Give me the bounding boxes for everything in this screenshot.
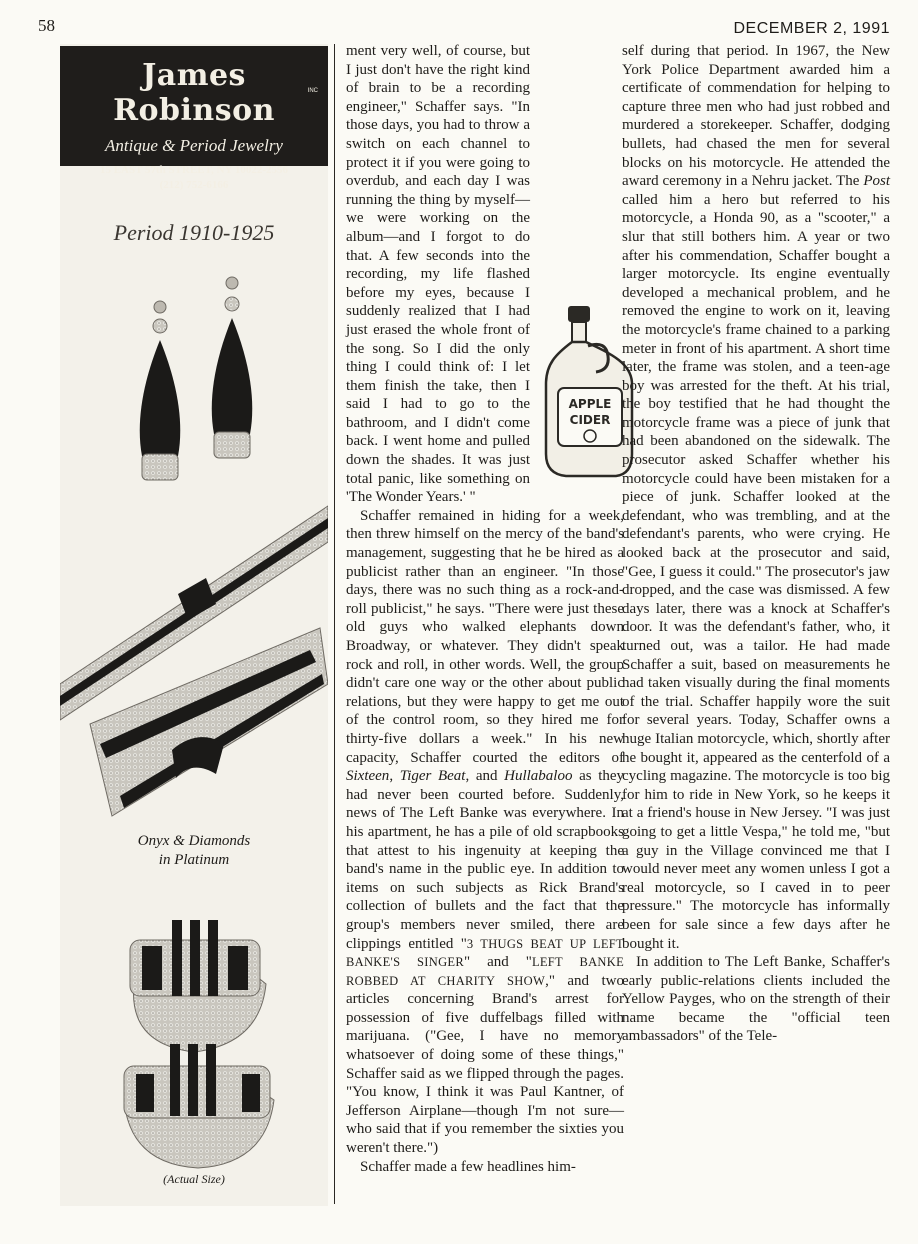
jug-label-line1: APPLE <box>568 397 612 411</box>
ad-address: 15 EAST 57th STREET, NY 10022-2556 <box>99 164 289 176</box>
column-divider <box>334 44 335 1204</box>
ad-description <box>60 832 328 870</box>
jug-label-line2: CIDER <box>569 413 611 427</box>
separator-1: , <box>389 768 400 785</box>
ad-period: Period 1910-1925 <box>113 220 275 245</box>
column-2-text-a: self during that period. In 1967, the New York Police Department awarded him a certificate of commendation for helping to capture three men who had just robbed and murdered a storekeeper. Schaffer, dodging bullets, had chased the men for several blocks on his motorcycle. He attended the award ceremony in a Nehru jacket. The <box>622 43 890 190</box>
ad-brand-name: James Robinson <box>113 58 275 128</box>
issue-date: DECEMBER 2, 1991 <box>733 20 890 37</box>
earring-left <box>140 301 181 480</box>
ad-size-note: (Actual Size) <box>163 1172 225 1186</box>
clipping-headline-1: 3 THUGS BEAT UP LEFT BANKE'S SINGER <box>346 936 624 970</box>
ad-tagline: Antique & Period Jewelry <box>105 136 283 155</box>
ad-description-line1: Onyx & Diamonds <box>137 833 251 849</box>
column-2-paragraph-2: In addition to The Left Banke, Schaffer's early public-relations clients included the Yellow Payges, who on the strength of their name became the "official teen ambassadors" of the Tele- <box>622 954 890 1045</box>
clip-brooch-lower <box>124 1044 274 1168</box>
column-1-paragraph-2 <box>346 507 624 1158</box>
magazine-tiger-beat: Tiger Beat <box>399 768 466 785</box>
paragraph-2-text: Schaffer remained in hiding for a week, then threw himself on the mercy of the band's management, suggesting that he be hired as a publicist rather than an engineer. "In those days, there was no such thing as a rock-and-roll publicist," he says. "There were just these old guys who walked elephants down Broadway, or whatever. They didn't speak rock and roll, in other words. Well, the group didn't care one way or the other about public relations, but they were happy to get me out of the control room, so they hired me for thirty-five dollars a week." In his new capacity, Schaffer courted the editors of <box>346 507 624 766</box>
ad-phone: (212) 752-6166 <box>159 179 229 191</box>
cider-jug-illustration <box>536 304 636 484</box>
ad-description-line2: in Platinum <box>158 852 230 868</box>
column-2-text-b: called him a hero but referred to his motorcycle, a Honda 90, as a "scooter," a slur that still bothers him. A year or two after his commendation, Schaffer bought a larger motorcycle. Its engine eventually developed a mechanical problem, and he removed the engine to work on it, leaving the motorcycle's frame chained to a parking meter in front of his apartment. A short time later, the frame was stolen, and a teen-age boy was arrested for the theft. At his trial, the boy testified that he had thought the motorcycle frame was a piece of junk that had been abandoned on the sidewalk. The prosecutor asked Schaffer whether his motorcycle could have been mistaken for a piece of junk. Schaffer looked at the defendant, who was trembling, and at the defendant's parents, who were crying. He looked back at the prosecutor and said, "Gee, I guess it could." The prosecutor's jaw dropped, and the case was dismissed. A few days later, there was a knock at Schaffer's door. It was the defendant's father, who, it turned out, was a tailor. He had made Schaffer a suit, based on measurements he had taken visually during the final moments of the trial. Schaffer happily wore the suit for several years. Today, Schaffer owns a huge Italian motorcycle, which, shortly after he bought it, appeared as the centerfold of a cycling magazine. The motorcycle is too big for him to ride in New York, so he keeps it at a friend's house in New Jersey. "I was just going to get a little Vespa," he told me, "but a guy in the Village convinced me that I would never meet any women unless I got a real motorcycle, so I caved in to peer pressure." The motorcycle has informally been for sale since a few days after he bought it. <box>622 191 890 952</box>
paragraph-2-end: ," and two articles concerning Brand's arrest for possession of five duffelbags filled with marijuana. ("Gee, I have no memory whatsoever of doing some of these things," Schaffer said as we flipped through the pages. "You know, I think it was Paul Kantner, of Jefferson Airplane—though I'm not sure—who said that if you remember the sixties you weren't there.") <box>346 972 625 1157</box>
column-2-paragraph-1 <box>622 42 890 953</box>
column-1-paragraph-3: Schaffer made a few headlines him- <box>360 1158 576 1175</box>
article-column-2 <box>622 42 890 1046</box>
clipping-headline-2: LEFT BANKE ROBBED AT CHARITY SHOW <box>346 955 625 988</box>
column-1-paragraph-1: ment very well, of course, but I just don't have the right kind of brain to be a recording engineer," Schaffer says. "In those days, you had to throw a switch on each channel to protect it if you were going to overdub, and each day I was running the thing by myself—we were working on the album—and I forgot to do that. A few seconds into the recording, my life flashed before my eyes, because I suddenly realized that I had just erased the whole front of the song. So I did the only thing I could think of: I let them finish the take, then I said I had to go to the bathroom, and I didn't come back. I went home and pulled down the shades. It was just total panic, like something on 'The Wonder Years.' " <box>346 43 530 506</box>
paragraph-2-continued: as they had never been courted before. Suddenly, news of The Left Banke was everywhere. In his apartment, he has a pile of old scrapbooks that attest to his ingenuity at keeping the band's name in the public eye. In addition to items on such subjects as Rick Brand's collection of bullets and the fact that the group's members never smiled, there are clippings entitled " <box>346 768 625 952</box>
magazine-sixteen: Sixteen <box>346 768 390 785</box>
separator-2: , and <box>465 768 498 785</box>
earring-right <box>212 277 253 458</box>
jewelry-photos <box>60 44 328 1206</box>
article-column-1 <box>346 42 624 1176</box>
newspaper-post: Post <box>863 173 890 190</box>
ad-inc-mark: INC <box>307 88 318 94</box>
clip-brooch-upper <box>130 920 266 1052</box>
paragraph-2-joiner: " and " <box>464 954 532 971</box>
magazine-hullabaloo: Hullabaloo <box>504 768 573 785</box>
jewelry-advertisement <box>60 44 328 1206</box>
page-number: 58 <box>38 16 55 35</box>
